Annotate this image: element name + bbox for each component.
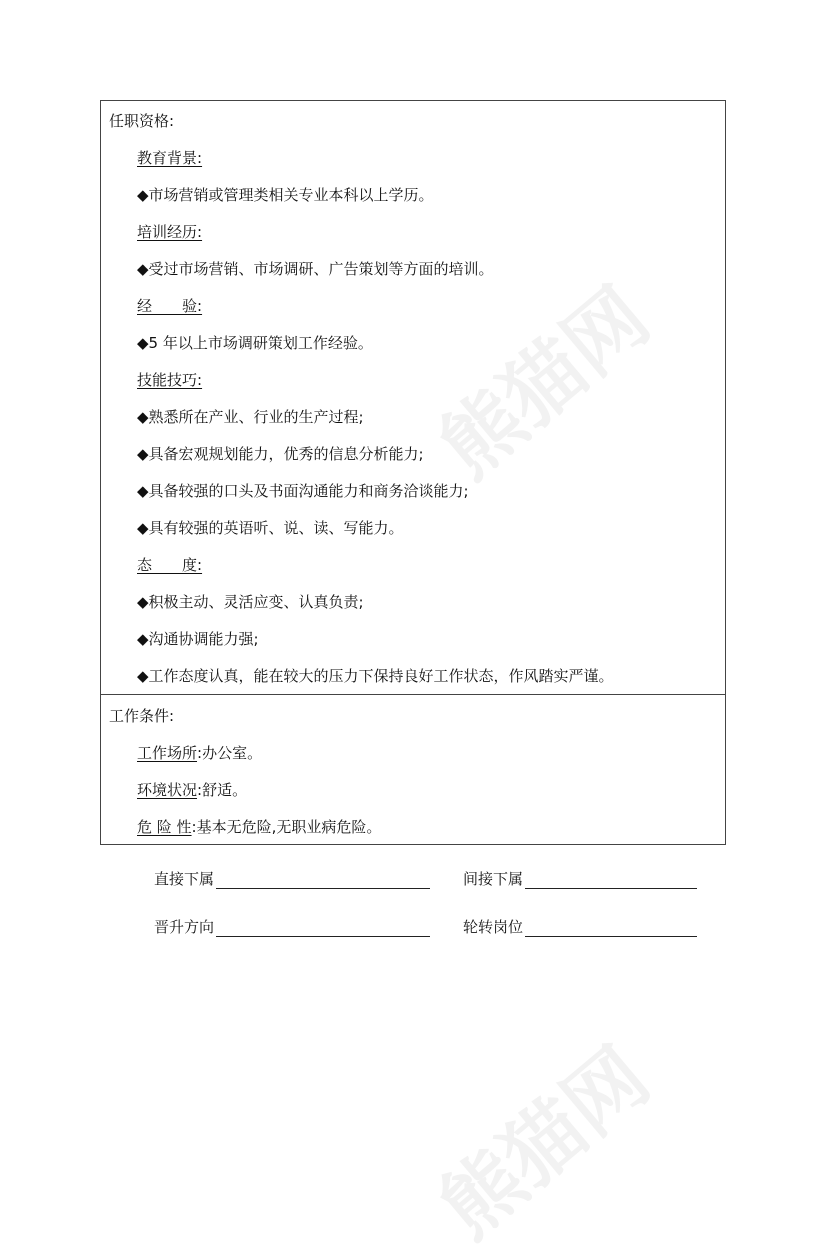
attitude-item: ◆积极主动、灵活应变、认真负责;: [137, 593, 364, 611]
skills-item: ◆具有较强的英语听、说、读、写能力。: [137, 519, 404, 537]
rotation-field[interactable]: [525, 918, 697, 937]
skills-item: ◆具备较强的口头及书面沟通能力和商务洽谈能力;: [137, 482, 469, 500]
direct-subordinate-label: 直接下属: [154, 870, 215, 888]
environment-value: :舒适。: [197, 781, 248, 799]
promotion-field[interactable]: [216, 918, 430, 937]
education-item: ◆市场营销或管理类相关专业本科以上学历。: [137, 186, 434, 204]
rotation-row: [463, 917, 697, 937]
environment-row: [137, 780, 247, 800]
experience-label: 经 验:: [137, 297, 203, 315]
hazard-value: :基本无危险,无职业病危险。: [191, 818, 382, 836]
education-label: 教育背景:: [137, 149, 203, 167]
promotion-row: [154, 917, 430, 937]
indirect-subordinate-label: 间接下属: [463, 870, 524, 888]
work-place-value: :办公室。: [197, 744, 263, 762]
section-divider: [101, 694, 725, 695]
environment-label: 环境状况: [137, 781, 198, 799]
skills-item: ◆具备宏观规划能力，优秀的信息分析能力;: [137, 445, 424, 463]
hazard-row: [137, 817, 381, 837]
skills-item: ◆熟悉所在产业、行业的生产过程;: [137, 408, 364, 426]
training-label: 培训经历:: [137, 223, 203, 241]
qualifications-table: [100, 100, 726, 845]
hazard-label: 危 险 性: [137, 818, 192, 836]
conditions-title: 工作条件:: [109, 707, 175, 725]
promotion-label: 晋升方向: [154, 918, 215, 936]
attitude-item: ◆沟通协调能力强;: [137, 630, 259, 648]
skills-label: 技能技巧:: [137, 371, 203, 389]
direct-subordinate-field[interactable]: [216, 870, 430, 889]
attitude-item: ◆工作态度认真，能在较大的压力下保持良好工作状态，作风踏实严谨。: [137, 667, 614, 685]
indirect-subordinate-row: [463, 869, 697, 889]
training-item: ◆受过市场营销、市场调研、广告策划等方面的培训。: [137, 260, 494, 278]
direct-subordinate-row: [154, 869, 430, 889]
watermark: 熊猫网: [422, 1030, 667, 1256]
experience-item: ◆5 年以上市场调研策划工作经验。: [137, 334, 373, 352]
qualifications-title: 任职资格:: [109, 112, 175, 130]
watermark: 熊猫网: [422, 270, 667, 496]
rotation-label: 轮转岗位: [463, 918, 524, 936]
indirect-subordinate-field[interactable]: [525, 870, 697, 889]
work-place-row: [137, 743, 262, 763]
attitude-label: 态 度:: [137, 556, 203, 574]
work-place-label: 工作场所: [137, 744, 198, 762]
